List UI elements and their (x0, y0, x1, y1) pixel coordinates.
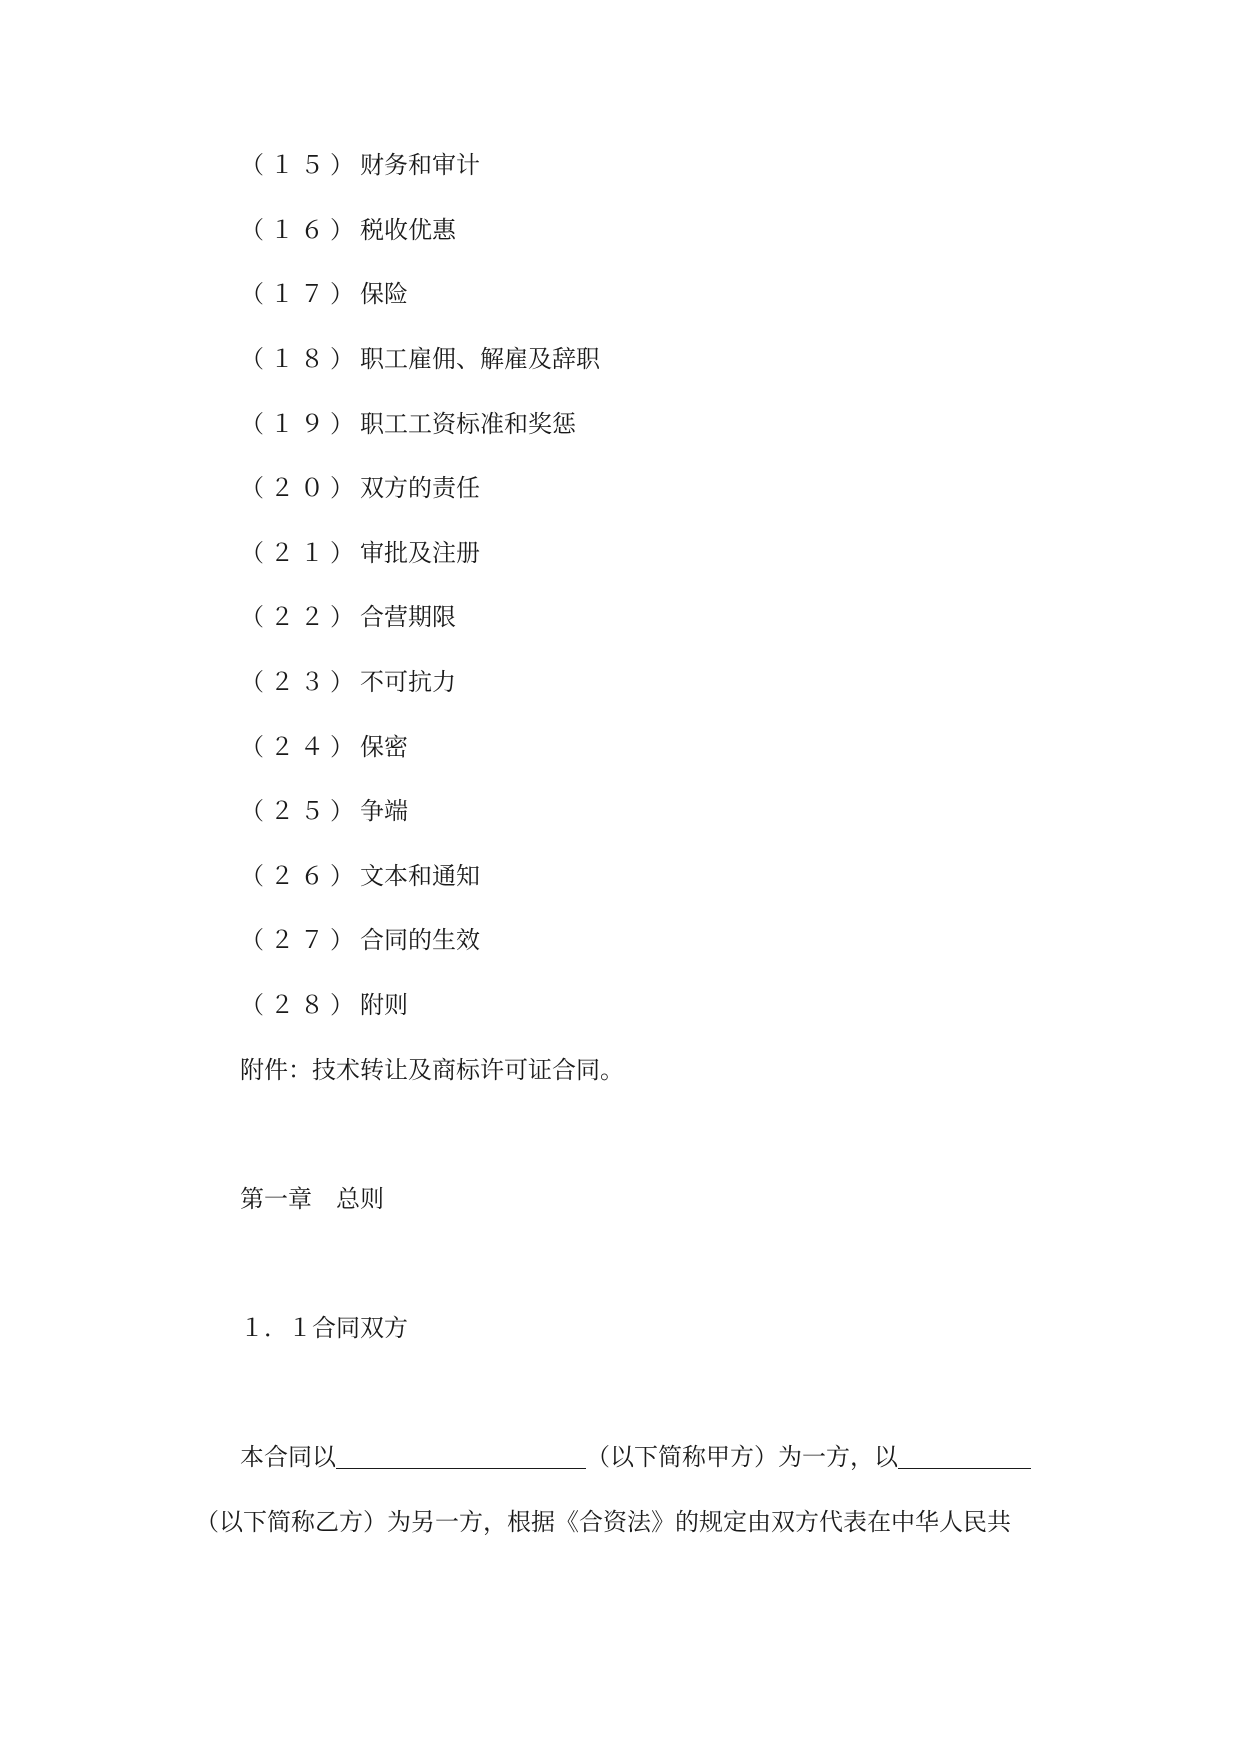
toc-item-25 (240, 795, 408, 827)
toc-item-number: （１６） (240, 216, 360, 244)
paragraph-line-1 (240, 1441, 1031, 1473)
toc-item-number: （２３） (240, 668, 360, 696)
toc-item-title: 不可抗力 (360, 668, 456, 696)
toc-item-19 (240, 408, 576, 440)
paragraph-text: 本合同以 (240, 1443, 336, 1471)
toc-item-16 (240, 214, 456, 246)
toc-item-21 (240, 537, 480, 569)
party-a-blank-field[interactable] (336, 1442, 586, 1469)
toc-item-title: 附则 (360, 991, 408, 1019)
toc-item-title: 审批及注册 (360, 539, 480, 567)
chapter-heading: 第一章 总则 (240, 1185, 384, 1213)
attachment-note: 附件：技术转让及商标许可证合同。 (240, 1056, 624, 1084)
paragraph-text: （以下简称甲方）为一方，以 (586, 1443, 898, 1471)
toc-item-title: 保险 (360, 280, 408, 308)
toc-item-number: （２４） (240, 733, 360, 761)
toc-item-title: 职工雇佣、解雇及辞职 (360, 345, 600, 373)
toc-item-23 (240, 666, 456, 698)
toc-item-26 (240, 860, 480, 892)
party-b-blank-field[interactable] (898, 1442, 1031, 1469)
toc-item-22 (240, 601, 456, 633)
toc-item-number: （１７） (240, 280, 360, 308)
toc-item-title: 合营期限 (360, 603, 456, 631)
toc-item-title: 职工工资标准和奖惩 (360, 410, 576, 438)
toc-item-number: （２２） (240, 603, 360, 631)
toc-item-number: （１９） (240, 410, 360, 438)
toc-item-title: 保密 (360, 733, 408, 761)
toc-item-title: 文本和通知 (360, 862, 480, 890)
toc-item-17 (240, 278, 408, 310)
toc-item-number: （２０） (240, 474, 360, 502)
toc-item-number: （２８） (240, 991, 360, 1019)
toc-item-number: （２７） (240, 926, 360, 954)
toc-item-title: 争端 (360, 797, 408, 825)
section-title: １．１合同双方 (240, 1314, 408, 1342)
toc-item-20 (240, 472, 480, 504)
toc-item-15 (240, 149, 480, 181)
toc-item-number: （２１） (240, 539, 360, 567)
toc-item-title: 税收优惠 (360, 216, 456, 244)
toc-item-title: 双方的责任 (360, 474, 480, 502)
toc-item-24 (240, 731, 408, 763)
toc-item-number: （２６） (240, 862, 360, 890)
toc-item-number: （１５） (240, 151, 360, 179)
paragraph-line-2: （以下简称乙方）为另一方，根据《合资法》的规定由双方代表在中华人民共 (195, 1508, 1011, 1536)
toc-item-number: （１８） (240, 345, 360, 373)
toc-item-title: 合同的生效 (360, 926, 480, 954)
toc-item-number: （２５） (240, 797, 360, 825)
toc-item-18 (240, 343, 600, 375)
toc-item-28 (240, 989, 408, 1021)
toc-item-title: 财务和审计 (360, 151, 480, 179)
toc-item-27 (240, 924, 480, 956)
